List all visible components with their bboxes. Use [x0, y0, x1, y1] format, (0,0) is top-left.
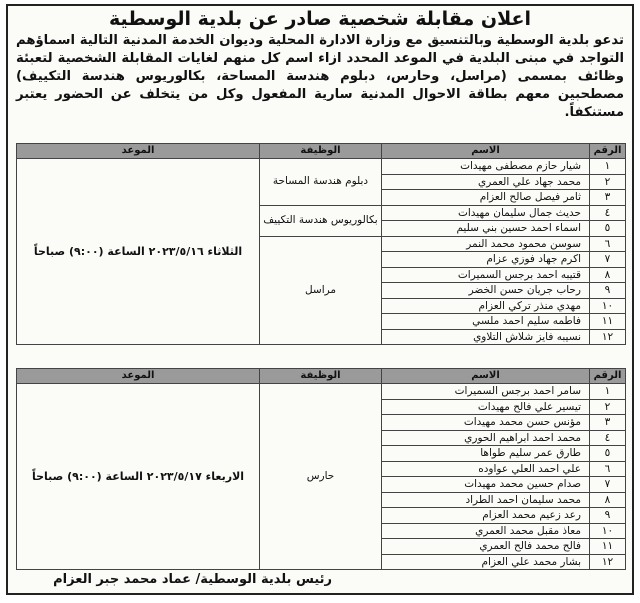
row-number: ١	[590, 384, 626, 400]
header-appointment: الموعد	[17, 144, 260, 159]
table-row	[17, 384, 626, 400]
row-number: ٦	[590, 236, 626, 252]
applicant-name: صدام حسين محمد مهيدات	[382, 477, 590, 493]
applicant-name: رعد زعيم محمد العزام	[382, 508, 590, 524]
row-number: ١٠	[590, 523, 626, 539]
row-number: ١١	[590, 314, 626, 330]
row-number: ١٠	[590, 298, 626, 314]
row-number: ١٢	[590, 329, 626, 345]
row-number: ١١	[590, 539, 626, 555]
row-number: ٥	[590, 446, 626, 462]
applicant-name: علي احمد العلي عواوده	[382, 461, 590, 477]
row-number: ٤	[590, 430, 626, 446]
applicant-name: فاطمه سليم احمد ملسي	[382, 314, 590, 330]
applicant-name: محمد احمد ابراهيم الحوري	[382, 430, 590, 446]
job-title: بكالوريوس هندسة التكييف	[260, 205, 382, 236]
row-number: ٢	[590, 399, 626, 415]
row-number: ٤	[590, 205, 626, 221]
announcement-intro: تدعو بلدية الوسطية وبالتنسيق مع وزارة الادارة المحلية وديوان الخدمة المدنية التالية اسماؤهم التواجد في مبنى البلدية في الموعد المحدد ازاء اسم كل منهم لغايات المقابلة الشخصية لتعبئة وظائف بمسمى (مراسل، وحارس، دبلوم هندسة المساحة، بكالوريوس هندسة التكييف) مصطحبين معهم بطاقة الاحوال المدنية سارية المفعول وكل من يتخلف عن الحضور يعتبر مستنكفاً.	[16, 33, 624, 120]
interview-table-1	[16, 143, 626, 345]
row-number: ٩	[590, 283, 626, 299]
applicant-name: رحاب جريان حسن الخضر	[382, 283, 590, 299]
job-title: دبلوم هندسة المساحة	[260, 159, 382, 206]
row-number: ١٢	[590, 554, 626, 570]
applicant-name: مؤنس حسن محمد مهيدات	[382, 415, 590, 431]
applicant-name: مهدي منذر تركي العزام	[382, 298, 590, 314]
applicant-name: محمد جهاد علي العمري	[382, 174, 590, 190]
applicant-name: طارق عمر سليم طواها	[382, 446, 590, 462]
applicant-name: قتيبه احمد برجس السميرات	[382, 267, 590, 283]
header-num: الرقم	[590, 369, 626, 384]
header-name: الاسم	[382, 369, 590, 384]
applicant-name: معاذ مقبل محمد العمري	[382, 523, 590, 539]
row-number: ٨	[590, 267, 626, 283]
appointment: الاربعاء ٢٠٢٣/٥/١٧ الساعة (٩:٠٠) صباحاً	[17, 384, 260, 570]
job-title: مراسل	[260, 236, 382, 345]
applicant-name: حديث جمال سليمان مهيدات	[382, 205, 590, 221]
row-number: ٨	[590, 492, 626, 508]
signature-line: رئيس بلدية الوسطية/ عماد محمد جبر العزام	[53, 572, 332, 587]
applicant-name: محمد سليمان احمد الطراد	[382, 492, 590, 508]
header-appointment: الموعد	[17, 369, 260, 384]
applicant-name: اسماء احمد حسين بني سليم	[382, 221, 590, 237]
row-number: ٦	[590, 461, 626, 477]
header-num: الرقم	[590, 144, 626, 159]
applicant-name: سوسن محمود محمد النمر	[382, 236, 590, 252]
applicant-name: اكرم جهاد فوزي عزام	[382, 252, 590, 268]
row-number: ٣	[590, 415, 626, 431]
row-number: ٥	[590, 221, 626, 237]
announcement	[6, 4, 634, 595]
row-number: ١	[590, 159, 626, 175]
row-number: ٧	[590, 252, 626, 268]
job-title: حارس	[260, 384, 382, 570]
row-number: ٣	[590, 190, 626, 206]
row-number: ٢	[590, 174, 626, 190]
table-header-row	[17, 369, 626, 384]
applicant-name: شيار حازم مصطفى مهيدات	[382, 159, 590, 175]
applicant-name: تيسير علي فالح مهيدات	[382, 399, 590, 415]
header-job: الوظيفة	[260, 369, 382, 384]
table-header-row	[17, 144, 626, 159]
applicant-name: ثامر فيصل صالح العزام	[382, 190, 590, 206]
interview-table-2	[16, 368, 626, 570]
applicant-name: بشار محمد علي العزام	[382, 554, 590, 570]
appointment: الثلاثاء ٢٠٢٣/٥/١٦ الساعة (٩:٠٠) صباحاً	[17, 159, 260, 345]
header-job: الوظيفة	[260, 144, 382, 159]
applicant-name: نسيبه فايز شلاش التلاوي	[382, 329, 590, 345]
header-name: الاسم	[382, 144, 590, 159]
announcement-title: اعلان مقابلة شخصية صادر عن بلدية الوسطية	[109, 8, 531, 30]
row-number: ٩	[590, 508, 626, 524]
table-row	[17, 159, 626, 175]
applicant-name: سامر احمد برجس السميرات	[382, 384, 590, 400]
applicant-name: فالح محمد فالح العمري	[382, 539, 590, 555]
row-number: ٧	[590, 477, 626, 493]
